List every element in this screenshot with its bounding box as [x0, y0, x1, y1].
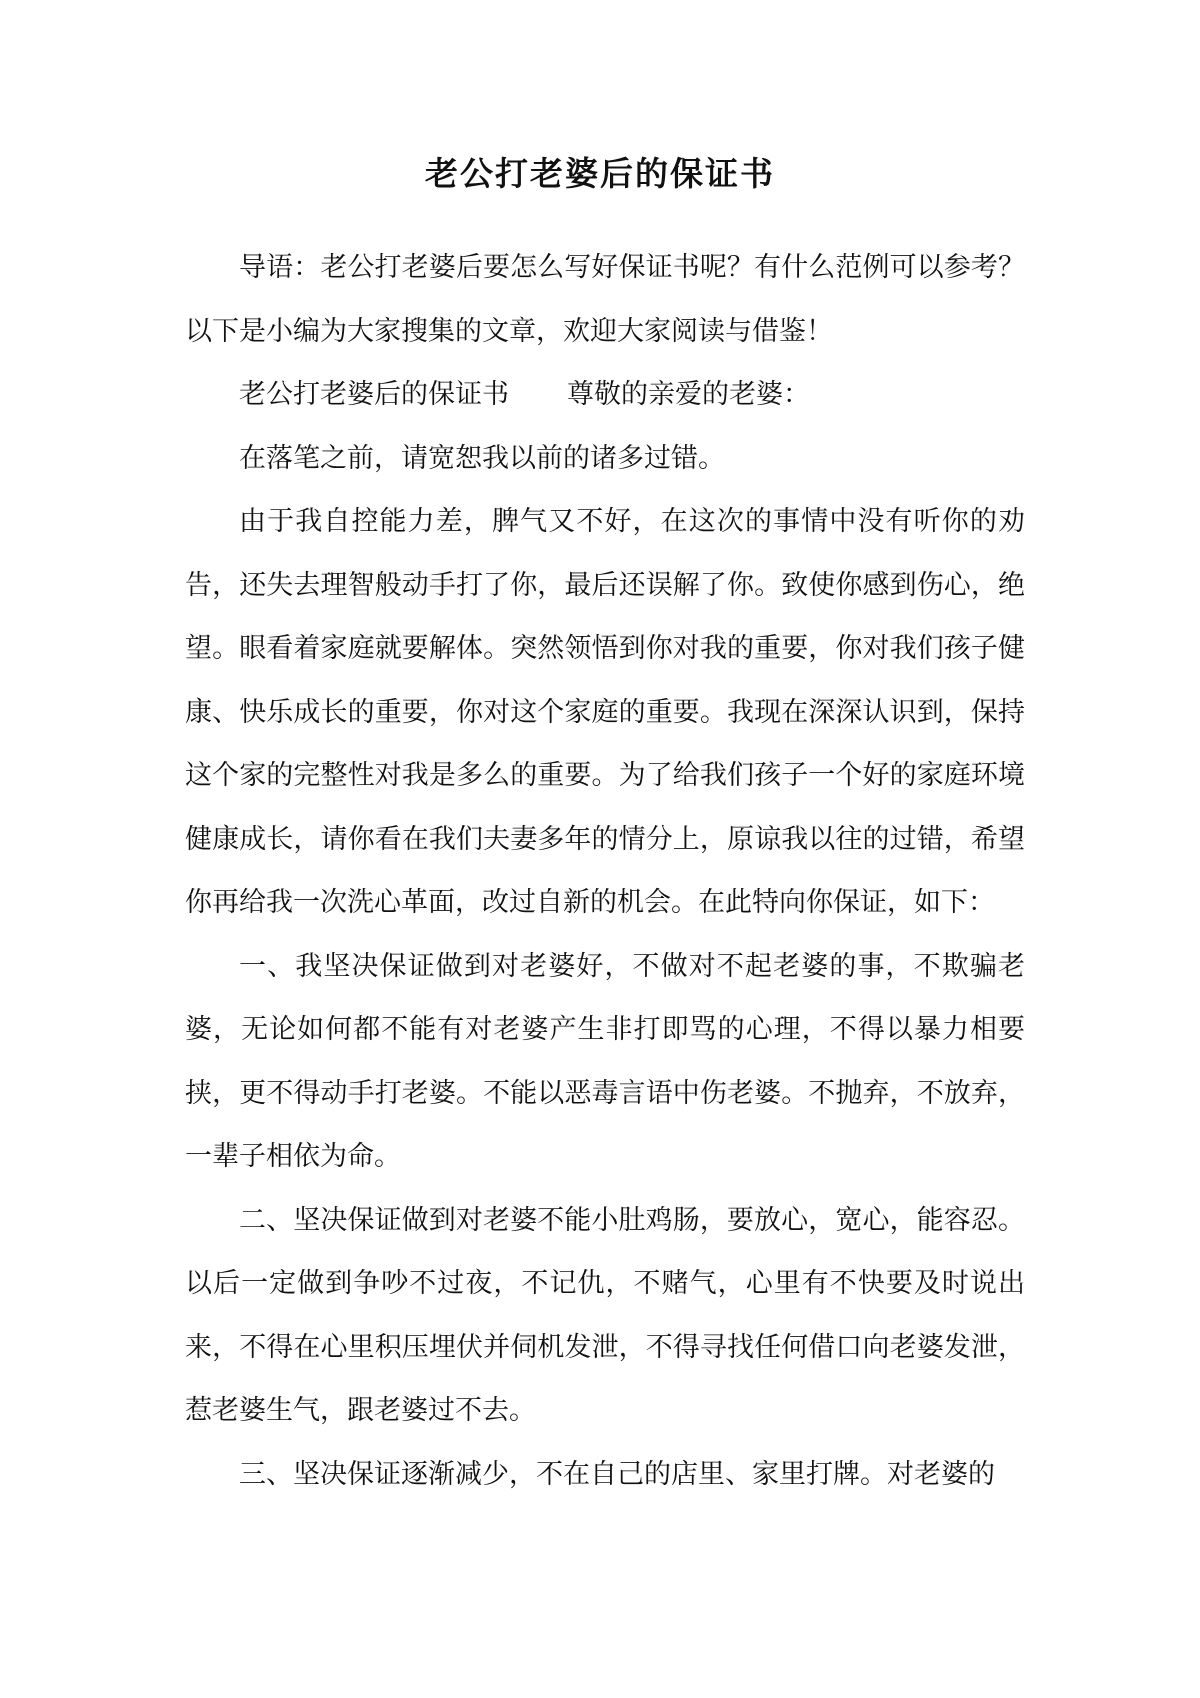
pledge-paragraph-1: 一、我坚决保证做到对老婆好，不做对不起老婆的事，不欺骗老婆，无论如何都不能有对老婆产生非打即骂的心理，不得以暴力相要挟，更不得动手打老婆。不能以恶毒言语中伤老婆。不抛弃，不放弃，一辈子相依为命。: [185, 950, 1025, 1172]
document-title: 老公打老婆后的保证书: [425, 154, 775, 193]
salutation: 尊敬的亲爱的老婆：: [567, 379, 810, 410]
pledge-paragraph-2: 二、坚决保证做到对老婆不能小肚鸡肠，要放心，宽心，能容忍。以后一定做到争吵不过夜，不记仇，不赌气，心里有不快要及时说出来，不得在心里积压埋伏并伺机发泄，不得寻找任何借口向老婆发泄，惹老婆生气，跟老婆过不去。: [185, 1204, 1025, 1426]
pledge-paragraph-3: 三、坚决保证逐渐减少，不在自己的店里、家里打牌。对老婆的: [239, 1458, 995, 1490]
intro-paragraph: 导语：老公打老婆后要怎么写好保证书呢？有什么范例可以参考？以下是小编为大家搜集的文章，欢迎大家阅读与借鉴！: [185, 252, 1025, 347]
document-body: [185, 236, 1025, 1506]
body-paragraph: 在落笔之前，请宽恕我以前的诸多过错。: [239, 442, 725, 474]
body-paragraph: 由于我自控能力差，脾气又不好，在这次的事情中没有听你的劝告，还失去理智般动手打了你，最后还误解了你。致使你感到伤心，绝望。眼看着家庭就要解体。突然领悟到你对我的重要，你对我们孩子健康、快乐成长的重要，你对这个家庭的重要。我现在深深认识到，保持这个家的完整性对我是多么的重要。为了给我们孩子一个好的家庭环境健康成长，请你看在我们夫妻多年的情分上，原谅我以往的过错，希望你再给我一次洗心革面，改过自新的机会。在此特向你保证，如下：: [185, 506, 1025, 918]
heading-line: [185, 363, 1025, 427]
heading-left: 老公打老婆后的保证书: [239, 379, 509, 410]
